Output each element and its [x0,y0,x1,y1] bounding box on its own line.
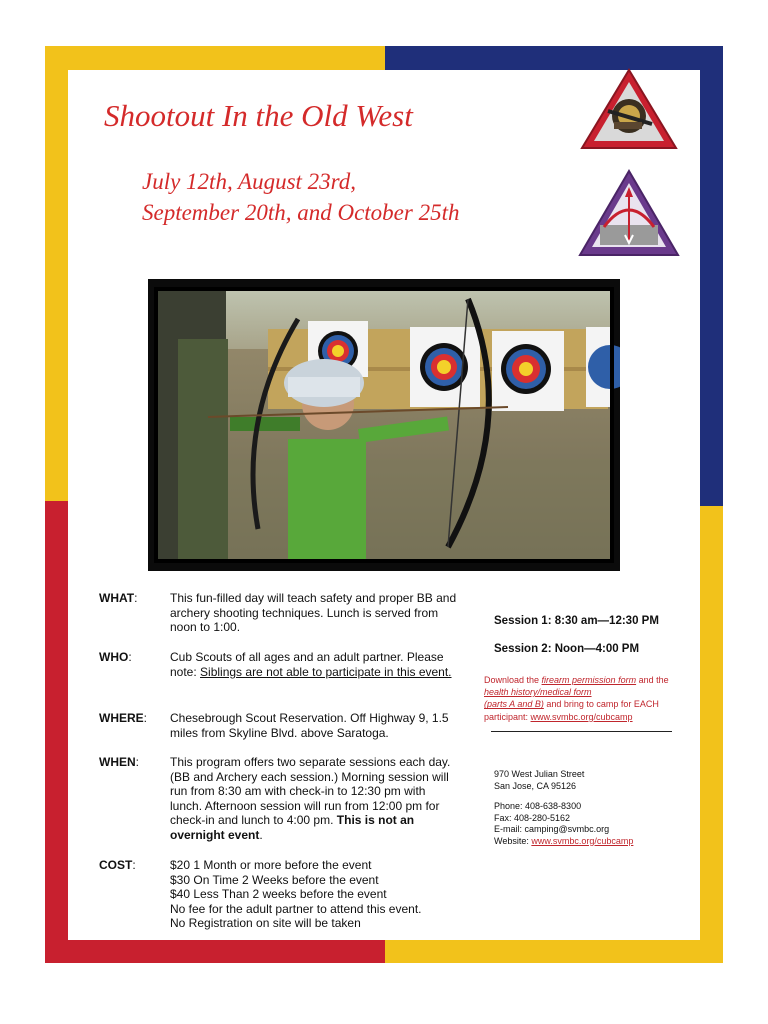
website-label: Website: [494,835,532,846]
session-1: Session 1: 8:30 am—12:30 PM [494,615,659,627]
border-yellow-left [45,46,68,501]
when-label: WHEN [99,755,136,769]
where-label: WHERE [99,711,144,725]
target-2 [410,327,480,407]
website-link[interactable]: www.svmbc.org/cubcamp [531,835,634,846]
siblings-note: Siblings are not able to participate in this event. [200,664,452,679]
border-red-bottom-left [45,940,385,963]
event-dates [142,166,459,228]
parts-a-b-link[interactable]: (parts A and B) [484,699,544,710]
bb-gun-badge-icon [578,66,680,157]
border-red-left [45,501,68,963]
border-yellow-bottom-right [385,940,723,963]
download-text-2: and the [636,675,669,685]
cost-label: COST [99,858,133,872]
divider [491,731,672,732]
archery-photo [148,279,620,571]
health-history-form-link[interactable]: health history/medical form [484,687,592,698]
not-overnight-note: This is not an overnight event [170,813,415,842]
dates-line-2: September 20th, and October 25th [142,200,460,225]
download-text-3: and bring to camp for EACH participant: [484,699,659,722]
border-yellow-right [700,506,723,963]
fax: Fax: 408-280-5162 [494,812,571,823]
cost-line: No Registration on site will be taken [170,916,361,931]
download-instructions [484,674,694,723]
flyer-title: Shootout In the Old West [104,98,413,133]
who-note-prefix: Please note: [170,650,444,679]
address-line-1: 970 West Julian Street [494,769,585,779]
who-text: Cub Scouts of all ages and an adult partner. [170,650,404,664]
when-text: This program offers two separate sessions each day. (BB and Archery each session.) Morning session will run from 8:30 am with check-in to 12:30 pm with lunch. Afternoon session will run from 12:00 pm for check-in and lunch to 4:00 pm. [170,755,451,828]
address-line-2: San Jose, CA 95126 [494,780,577,791]
cost-line: No fee for the adult partner to attend this event. [170,901,422,916]
address [494,769,584,792]
cubcamp-link[interactable]: www.svmbc.org/cubcamp [530,711,633,722]
firearm-permission-form-link[interactable]: firearm permission form [541,675,637,685]
cost-line: $40 Less Than 2 weeks before the event [170,887,387,902]
dates-line-1: July 12th, August 23rd, [142,169,357,194]
contact-details [494,801,633,847]
border-yellow-top-left [45,46,385,70]
where-text: Chesebrough Scout Reservation. Off Highway 9, 1.5 miles from Skyline Blvd. above Saratoga. [170,711,449,740]
what-label: WHAT [99,591,135,605]
website-row [494,836,633,848]
target-3 [492,331,564,411]
target-4 [586,327,620,407]
cost-line: $20 1 Month or more before the event [170,858,372,872]
email: E-mail: camping@svmbc.org [494,824,610,835]
when-end: . [259,827,263,842]
phone: Phone: 408-638-8300 [494,801,582,811]
cost-line: $30 On Time 2 Weeks before the event [170,872,379,887]
archery-badge-icon [576,167,682,264]
what-text: This fun-filled day will teach safety and proper BB and archery shooting techniques. Lunch is served from noon to 1:00. [170,591,457,635]
border-navy-right [700,46,723,506]
session-2: Session 2: Noon—4:00 PM [494,643,640,655]
who-label: WHO [99,650,129,664]
download-text-1: Download the [484,675,542,685]
